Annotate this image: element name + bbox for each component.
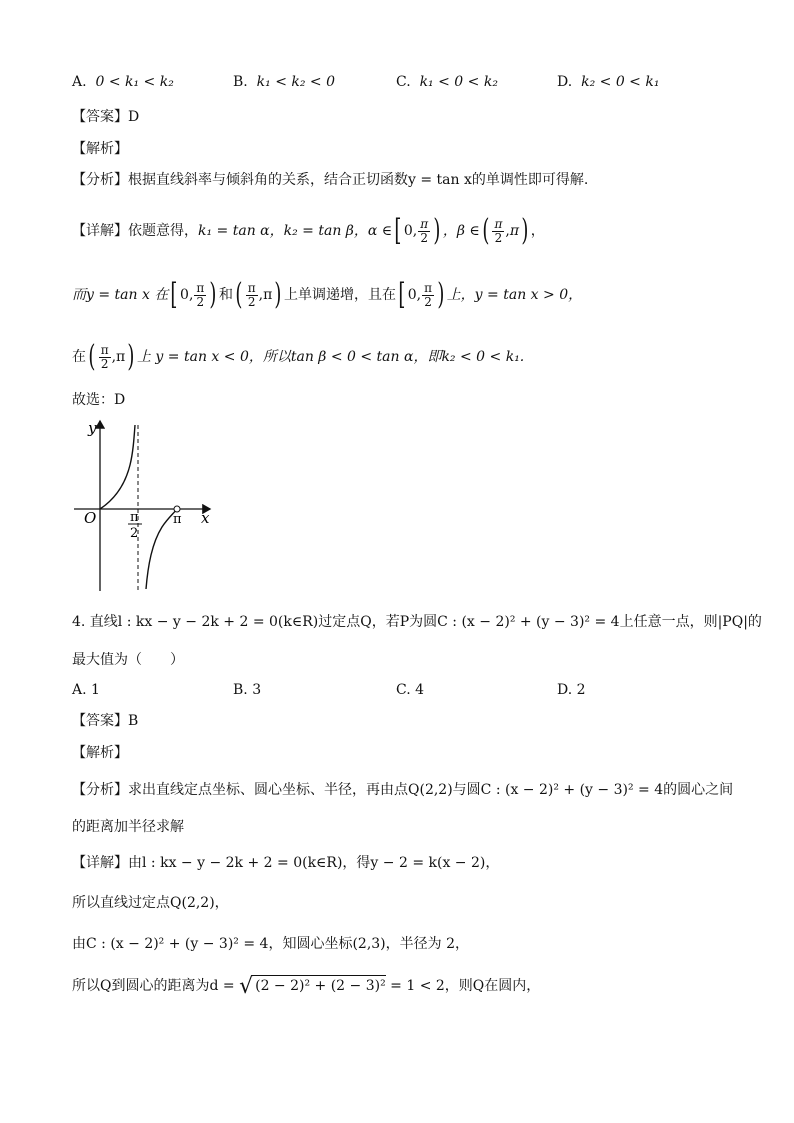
tangent-graph [70, 415, 220, 595]
half-pi-num-label: π [130, 510, 139, 525]
q3-detail-2: 而y = tan x 在[ 0, $\frac{\pi}{2}$ ) 和( $\frac{\pi}{2}$ ,π) 上单调递增，且在[ 0, $\frac{\pi}{2}$ ) 上，y = tan x > 0， [72, 277, 583, 312]
x-axis-label: x [201, 509, 210, 527]
q4-fenxi-1: 【分析】求出直线定点坐标、圆心坐标、半径，再由点Q(2,2)与圆C : (x − 2)² + (y − 3)² = 4的圆心之间 [72, 782, 734, 798]
q3-detail-3: 在( $\frac{\pi}{2}$ ,π) 上 y = tan x < 0，所以tan β < 0 < tan α，即k₂ < 0 < k₁. [72, 339, 525, 374]
q3-option-c: C. k₁ < 0 < k₂ [396, 74, 498, 90]
q4-detail-1: 【详解】由l : kx − y − 2k + 2 = 0(k∈R)，得y − 2 = k(x − 2)， [72, 855, 500, 871]
q4-option-c: C. 4 [396, 682, 425, 698]
q4-analysis-tag: 【解析】 [72, 745, 128, 761]
q4-detail-3: 由C : (x − 2)² + (y − 3)² = 4，知圆心坐标(2,3)，半径为 2， [72, 936, 469, 952]
q4-detail-2: 所以直线过定点Q(2,2)， [72, 895, 229, 911]
tan-curve-left-branch [100, 425, 135, 509]
q3-detail-1: 【详解】依题意得，k₁ = tan α，k₂ = tan β，α ∈[ 0, $\frac{\pi}{2}$ ) ，β ∈( $\frac{\pi}{2}$ ,π) ， [72, 213, 545, 248]
q4-option-a: A. 1 [72, 682, 100, 698]
q3-option-b: B. k₁ < k₂ < 0 [233, 74, 336, 90]
q3-fenxi: 【分析】根据直线斜率与倾斜角的关系，结合正切函数y = tan x的单调性即可得解. [72, 172, 589, 188]
q4-answer: 【答案】B [72, 713, 139, 729]
q4-option-b: B. 3 [233, 682, 262, 698]
q3-analysis-tag: 【解析】 [72, 141, 128, 157]
y-axis-label: y [88, 419, 97, 437]
q4-detail-4: 所以Q到圆心的距离为d = √ (2 − 2)² + (2 − 3)² = 1 < 2，则Q在圆内， [72, 974, 541, 999]
q3-option-a: A. 0 < k₁ < k₂ [72, 74, 174, 90]
q4-stem-1: 4. 直线l : kx − y − 2k + 2 = 0(k∈R)过定点Q，若P为圆C : (x − 2)² + (y − 3)² = 4上任意一点，则|PQ|的 [72, 614, 762, 630]
q3-answer: 【答案】D [72, 109, 140, 125]
sqrt-sign: √ [239, 974, 254, 999]
q3-option-d: D. k₂ < 0 < k₁ [557, 74, 660, 90]
q4-option-d: D. 2 [557, 682, 586, 698]
q4-stem-2: 最大值为（ ） [72, 652, 184, 668]
q4-fenxi-2: 的距离加半径求解 [72, 819, 184, 835]
pi-label: π [173, 512, 182, 527]
origin-label: O [84, 509, 97, 527]
q3-choose: 故选：D [72, 392, 126, 408]
half-pi-den-label: 2 [130, 526, 139, 541]
